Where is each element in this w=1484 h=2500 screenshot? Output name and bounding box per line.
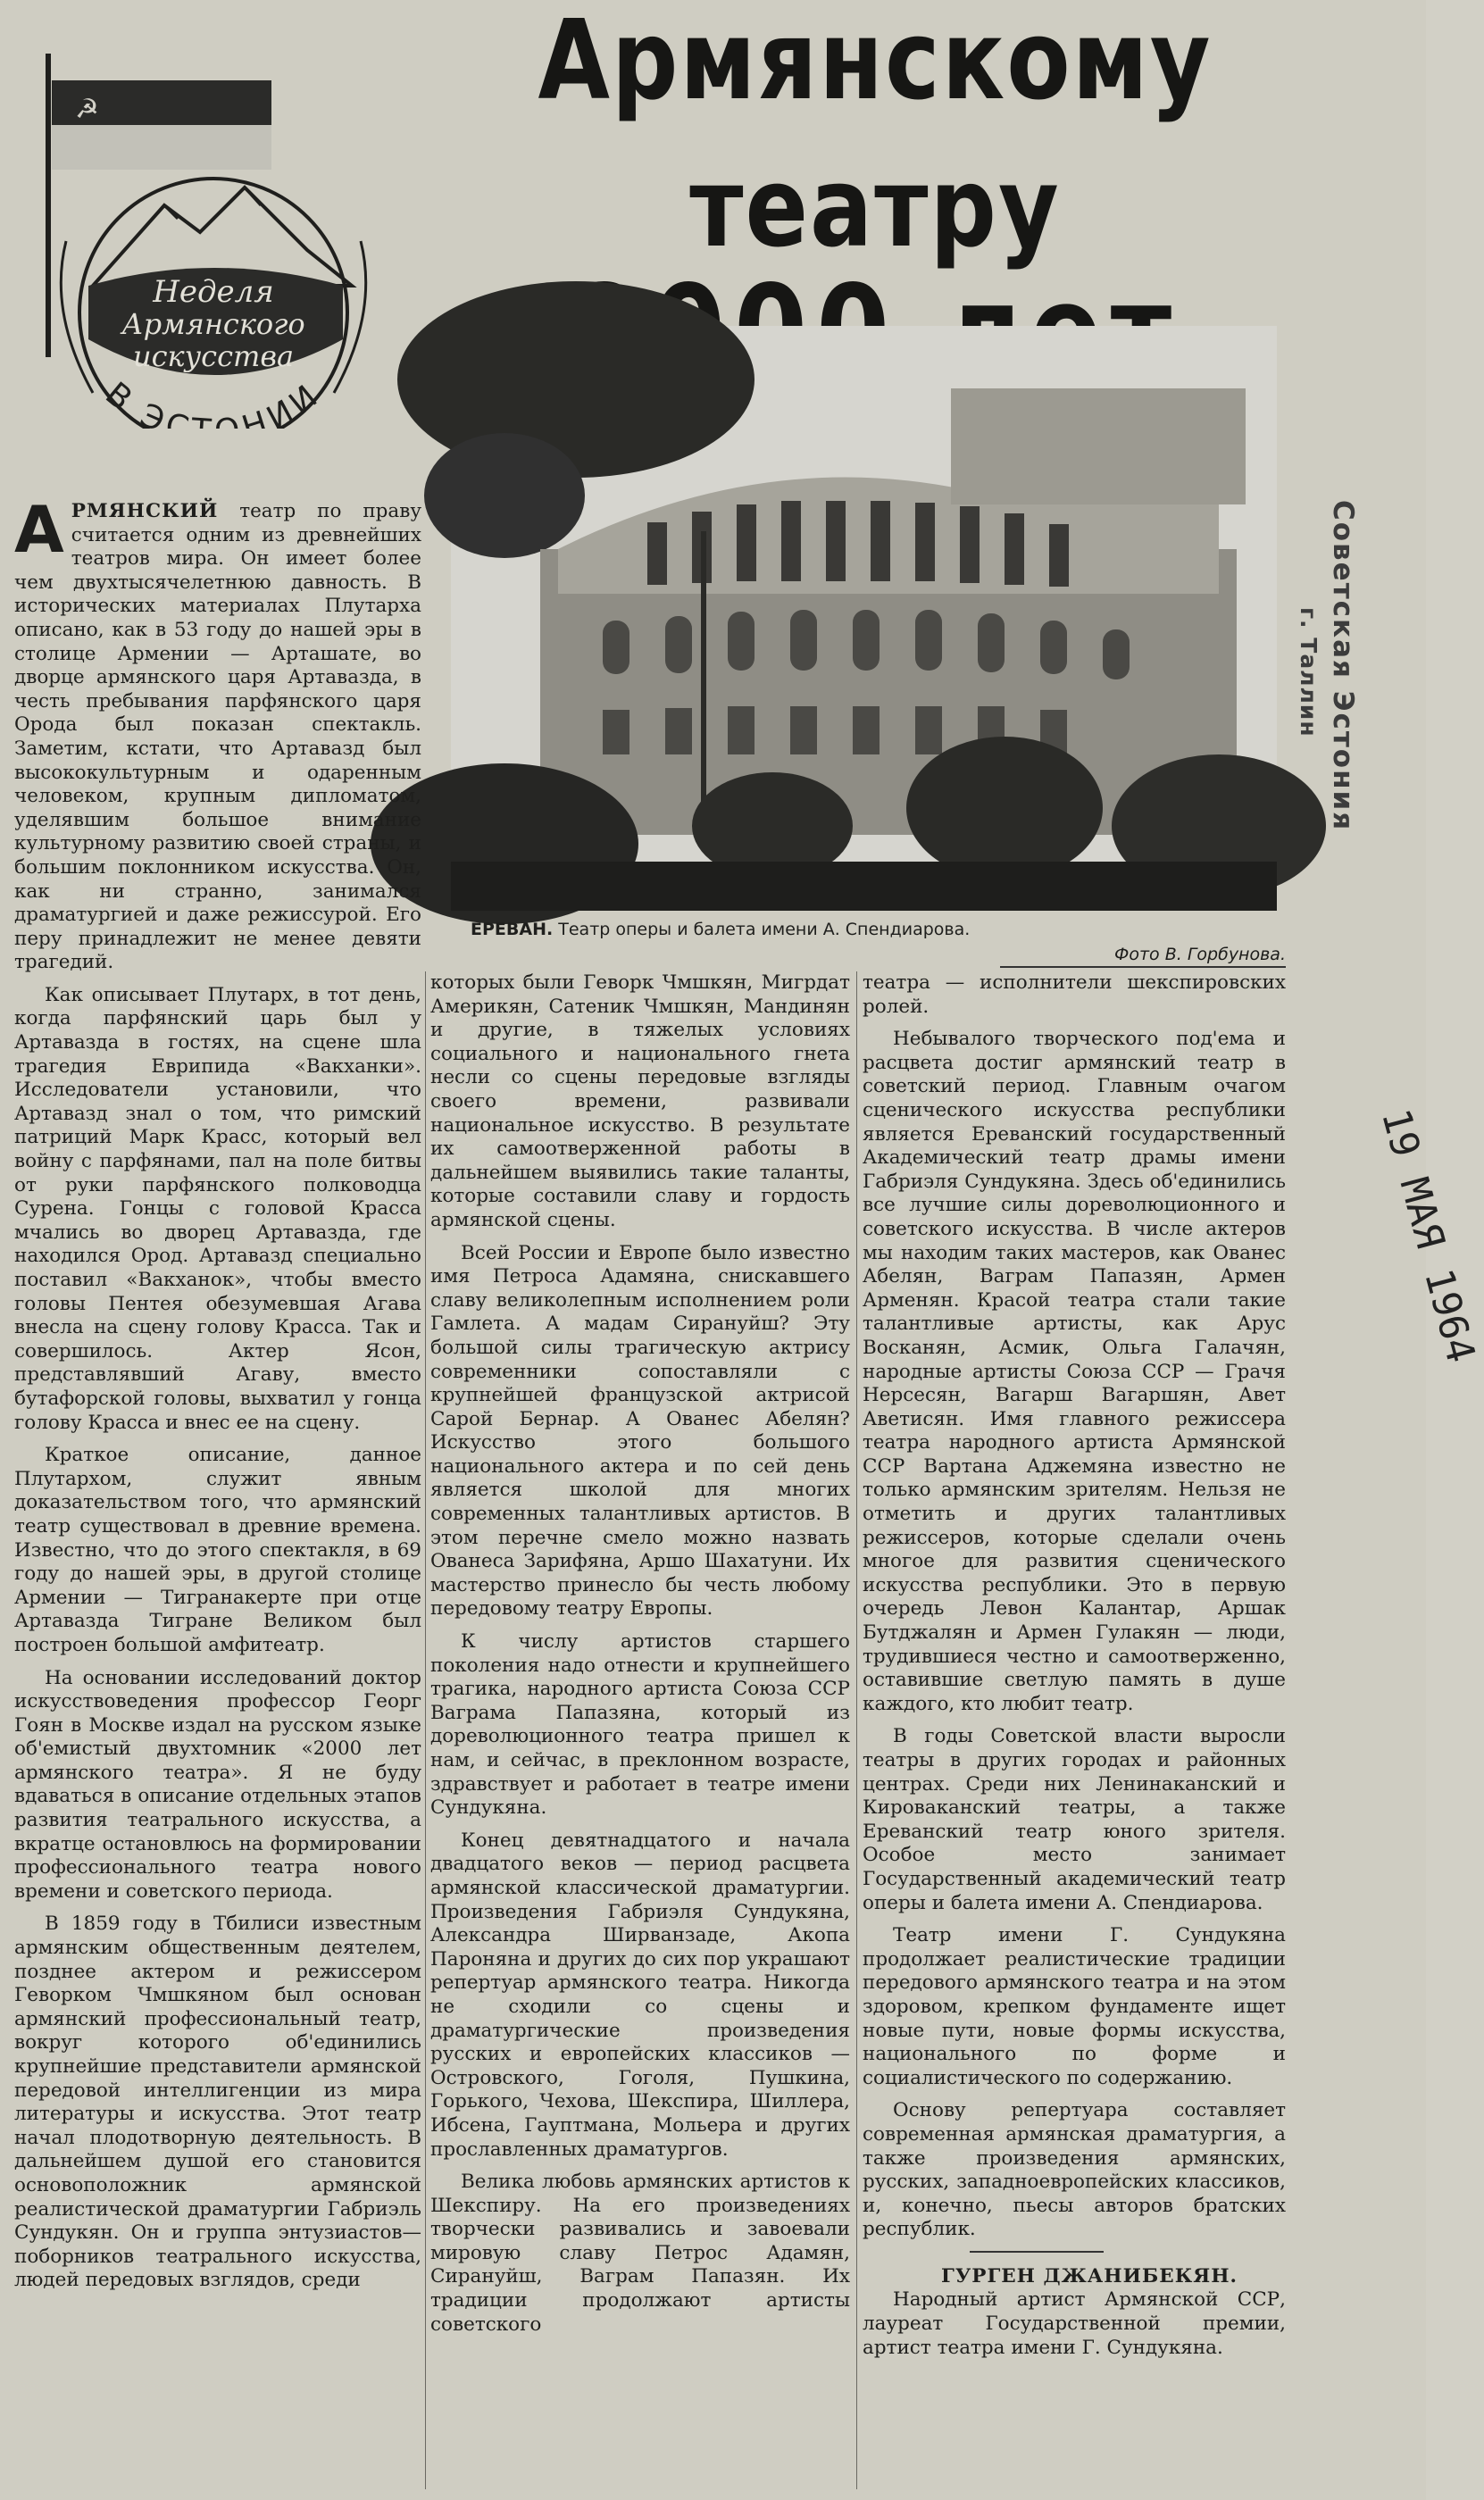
article-paragraph: В 1859 году в Тбилиси известным армянским общественным деятелем, позднее актером и режиссером Геворком Чмшкяном был основан армянский профессиональный театр, вокруг которого об'единились крупнейшие представители армянской передовой интеллигенции из мира литературы и искусства. Этот театр начал плодотворную деятельность. В дальнейшем душой его становится основоположник армянской реалистической драматургии Габриэль Сундукян. Он и группа энтузиастов—поборников театрального искусства, людей передовых взглядов, среди: [14, 1912, 421, 2292]
emblem-arc-text: В ЭС НИИ: [98, 375, 329, 429]
column-divider: [425, 971, 426, 2489]
article-paragraph: Велика любовь армянских артистов к Шекспиру. На его произведениях творчески развивались и завоевали мировую славу Петрос Адамян, Сирануйш, Ваграм Папазян. Их традиции продолжают артисты советского: [430, 2171, 850, 2336]
article-paragraph: Краткое описание, данное Плутархом, служит явным доказательством того, что армянский театр существовал в древние времена. Известно, что до этого спектакля, в 69 году до нашей эры, в другой столице Армении — Тигранакерте при отце Артавазда Тигране Великом был построен большой амфитеатр.: [14, 1444, 421, 1656]
column-divider: [856, 971, 857, 2489]
armenian-art-week-emblem: [13, 18, 405, 429]
signature-rule: [970, 2251, 1104, 2253]
article-paragraph: Как описывает Плутарх, в тот день, когда парфянский царь был у Артавазда в гостях, на сцене шла трагедия Еврипида «Вакханки». Исследователи установили, что Артавазд знал о том, что римский патриций Марк Красс, который вел войну с парфянами, пал на поле битвы от руки парфянского полководца Сурена. Гонцы с головой Красса мчались во дворец Артавазда, где находился Ород. Артавазд специально поставил «Вакханок», чтобы вместо головы Пентея обезумевшая Агава внесла на сцену голову Красса. Так и совершилось. Актер Ясон, представлявший Агаву, вместо бутафорской головы, выхватил у гонца голову Красса и внес ее на сцену.: [14, 983, 421, 1434]
dropcap: А: [14, 492, 64, 567]
article-paragraph: Конец девятнадцатого и начала двадцатого веков — период расцвета армянской классической драматургии. Произведения Габриэля Сундукяна, Александра Ширванзаде, Акопа Пароняна и других до сих пор украшают репертуар армянского театра. Никогда не сходили со сцены и драматургические произведения русских и европейских классиков — Островского, Гоголя, Пушкина, Горького, Чехова, Шекспира, Шиллера, Ибсена, Гауптмана, Мольера и других прославленных драматургов.: [430, 1829, 850, 2161]
article-paragraph: театра — исполнители шекспировских ролей.: [863, 971, 1286, 1018]
article-paragraph: На основании исследований доктор искусствоведения профессор Георг Гоян в Москве издал на русском языке об'емистый двухтомник «2000 лет армянского театра». Я не буду вдаваться в описание отдельных этапов развития театрального искусства, а вкратце остановлюсь на формировании профессионального театра нового времени и советского периода.: [14, 1666, 421, 1903]
photo-caption-text: Театр оперы и балета имени А. Спендиарова.: [558, 920, 971, 939]
article-column-3: [863, 971, 1286, 2360]
article-paragraph: Основу репертуара составляет современная армянская драматургия, а также произведения армянских, русских, западноевропейских классиков, и, конечно, пьесы авторов братских республик.: [863, 2099, 1286, 2241]
article-paragraph: [14, 492, 422, 975]
emblem-graphic: [13, 18, 405, 429]
article-paragraph: В годы Советской власти выросли театры в других городах и районных центрах. Среди них Ленинаканский и Кироваканский театры, а также Ереванский театр юного зрителя. Особое место занимает Государственный академический театр оперы и балета имени А. Спендиарова.: [863, 1725, 1286, 1914]
article-paragraph: К числу артистов старшего поколения надо отнести и крупнейшего трагика, народного артиста Союза ССР Ваграма Папазяна, который из дореволюционного театра пришел к нам, и сейчас, в преклонном возрасте, здравствует и работает в театре имени Сундукяна.: [430, 1630, 850, 1820]
hammer-sickle-icon: ☭: [75, 94, 99, 125]
article-column-2: [430, 971, 850, 2337]
article-paragraph: Всей России и Европе было известно имя Петроса Адамяна, снискавшего славу великолепным исполнением роли Гамлета. А мадам Сирануйш? Эту большой силы трагическую актрису современники сопоставляли с крупнейшей французской актрисой Сарой Бернар. А Ованес Абелян? Искусство этого большого национального актера и по сей день является школой для многих современных талантливых артистов. В этом перечне смело можно назвать Ованеса Зарифяна, Аршо Шахатуни. Их мастерство принесло бы честь любому передовому театру Европы.: [430, 1241, 850, 1621]
newspaper-city: г. Таллин: [1296, 607, 1321, 738]
article-paragraph: которых были Геворк Чмшкян, Мигрдат Америкян, Сатеник Чмшкян, Мандинян и другие, в тяжелых условиях социального и национального гнета несли со сцены передовые взгляды своего времени, развивали национальное искусство. В результате их самоотверженной работы в дальнейшем выявились такие таланты, которые составили славу и гордость армянской сцены.: [430, 971, 850, 1231]
article-paragraph: Небывалого творческого под'ема и расцвета достиг армянский театр в советский период. Главным очагом сценического искусства республики является Ереванский государственный Академический театр драмы имени Габриэля Сундукяна. Здесь об'единились все лучшие силы дореволюционного и советского искусства. В числе актеров мы находим таких мастеров, как Ованес Абелян, Ваграм Папазян, Армен Арменян. Красой театра стали такие талантливые артисты, как Арус Восканян, Асмик, Ольга Галачян, народные артисты Союза ССР — Грачя Нерсесян, Вагарш Вагаршян, Авет Аветисян. Имя главного режиссера театра народного артиста Армянской ССР Вартана Аджемяна известно не только армянским зрителям. Нельзя не отметить и других талантливых режиссеров, которые сделали очень многое для развития сценического искусства республики. Это в первую очередь Левон Калантар, Аршак Бутджалян и Армен Гулакян — люди, трудившиеся честно и самоотверженно, оставившие светлую память в душе каждого, кто любит театр.: [863, 1028, 1286, 1715]
date-stamp: 19 МАЯ 1964: [1372, 1104, 1484, 1368]
article-column-1: [14, 492, 422, 2293]
photo-credit: Фото В. Горбунова.: [1000, 945, 1286, 968]
photo-caption: [471, 920, 1292, 939]
emblem-line3: искусства: [132, 339, 295, 373]
lead-caps: РМЯНСКИЙ: [71, 500, 219, 522]
emblem-line2: Армянского: [121, 307, 305, 341]
emblem-line1: Неделя: [153, 274, 274, 310]
author-credentials: Народный артист Армянской ССР, лауреат Государственной премии, артист театра имени Г. Сундукяна.: [863, 2288, 1286, 2359]
photo-caption-place: ЕРЕВАН.: [471, 920, 554, 939]
headline-line1: Армянскому театру: [538, 0, 1213, 272]
theatre-photo-illustration: [451, 326, 1277, 911]
article-paragraph: Театр имени Г. Сундукяна продолжает реалистические традиции передового армянского театра и на этом здоровом, крепком фундаменте ищет новые пути, новые формы искусства, национального по форме и социалистического по содержанию.: [863, 1924, 1286, 2089]
paragraph-text: театр по праву считается одним из древнейших театров мира. Он имеет более чем двухтысячелетнюю давность. В исторических материалах Плутарха описано, как в 53 году до нашей эры в столице Армении — Арташате, во дворце армянского царя Артавазда, в честь пребывания парфянского царя Орода был показан спектакль. Заметим, кстати, что Артавазд был высококультурным и одаренным человеком, крупным дипломатом, уделявшим большое внимание культурному развитию своей страны, и большим поклонником искусства. Он, как ни странно, занимался драматургией и даже режиссурой. Его перу принадлежит не менее девяти трагедий.: [14, 500, 422, 974]
author-name: ГУРГЕН ДЖАНИБЕКЯН.: [940, 2264, 1238, 2288]
theatre-photo: [451, 326, 1277, 911]
newspaper-name: Советская Эстония: [1327, 500, 1359, 832]
